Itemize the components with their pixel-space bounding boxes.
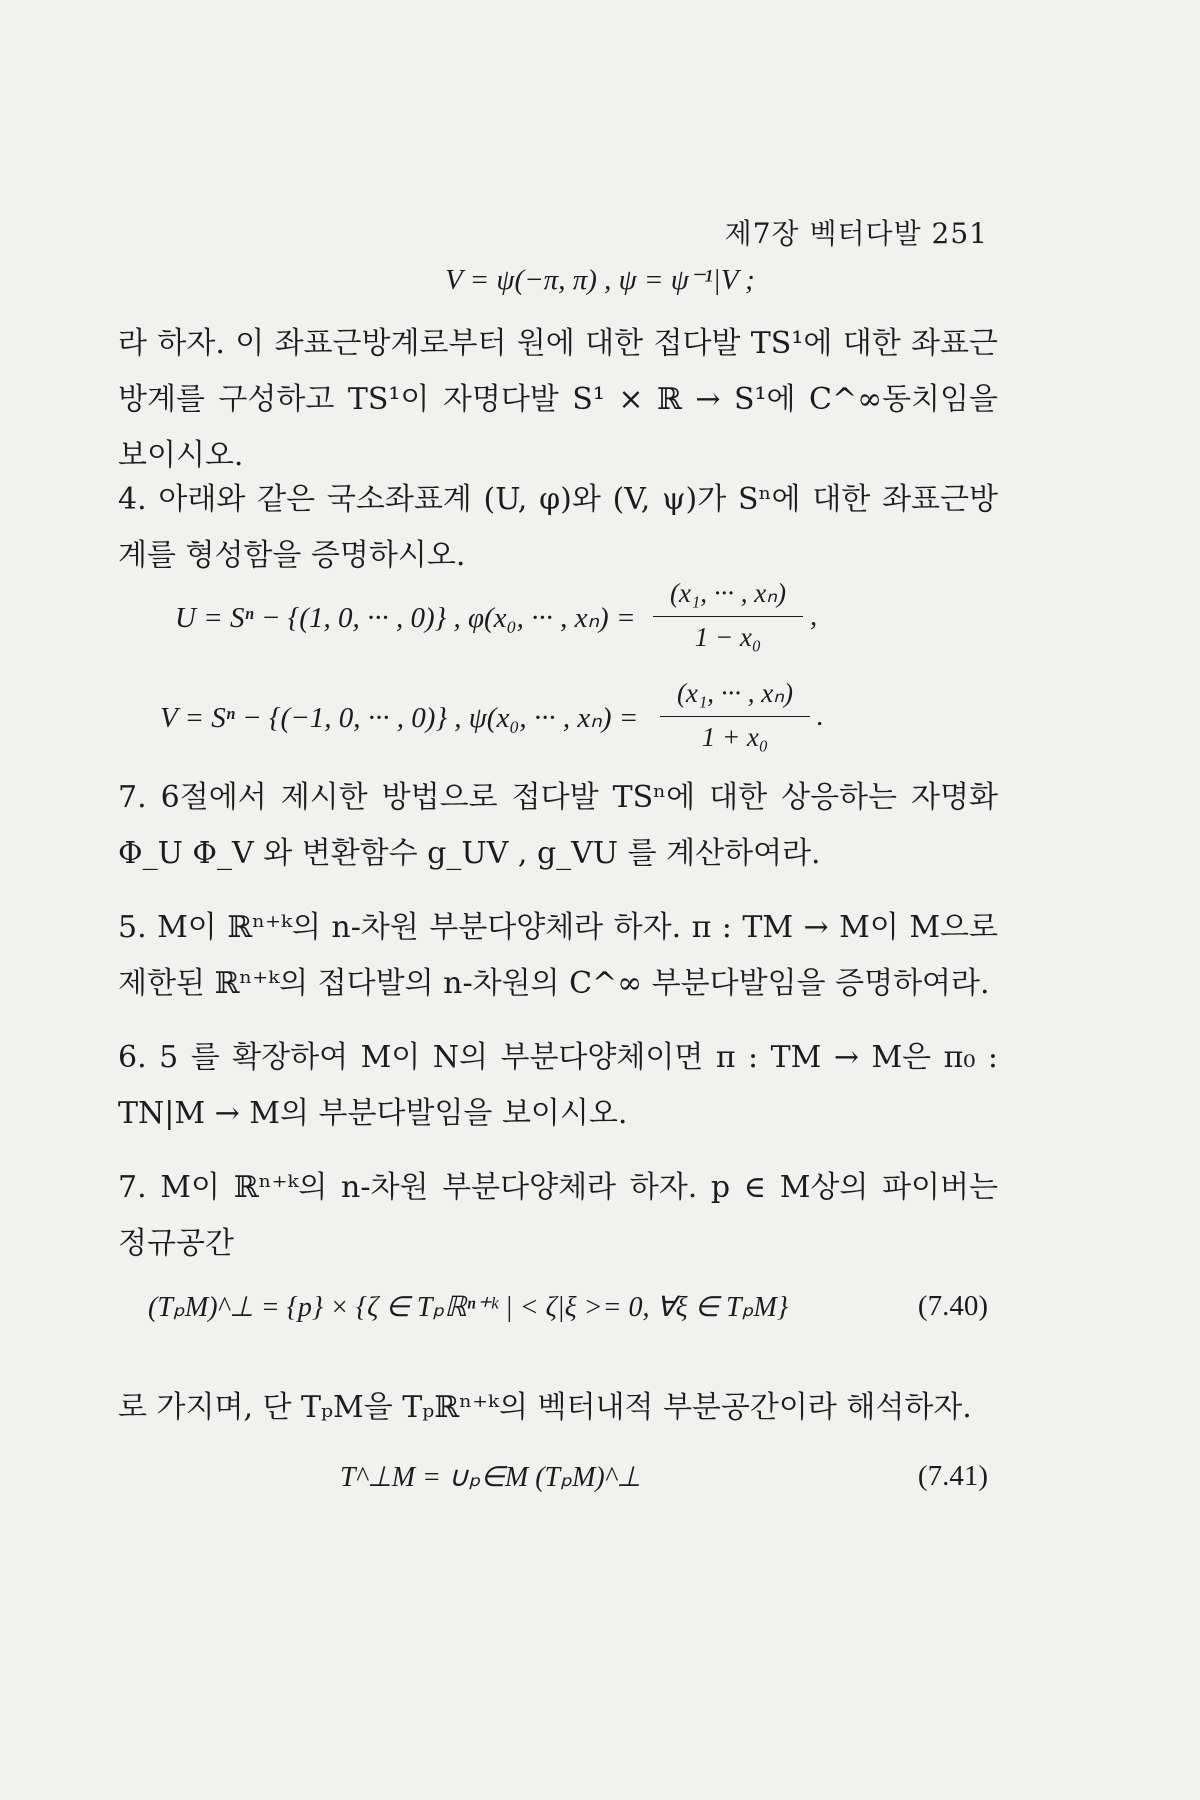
problem-5-text: 5. M이 ℝⁿ⁺ᵏ의 n-차원 부분다양체라 하자. π : TM → M이 M으로 제한된 ℝⁿ⁺ᵏ의 접다발의 n-차원의 C^∞ 부분다발임을 증명하여라.	[118, 910, 998, 1001]
problem-4-text: 4. 아래와 같은 국소좌표계 (U, φ)와 (V, ψ)가 Sⁿ에 대한 좌표근방계를 형성함을 증명하시오.	[118, 482, 998, 573]
eq1-fraction-bar	[653, 616, 803, 617]
eq741-number: (7.41)	[917, 1460, 988, 1492]
paragraph-intro: 라 하자. 이 좌표근방계로부터 원에 대한 접다발 TS¹에 대한 좌표근방계를 구성하고 TS¹이 자명다발 S¹ × ℝ → S¹에 C^∞동치임을 보이시오.	[118, 326, 998, 473]
eq1-denominator: 1 − x₀	[694, 622, 762, 652]
eq2-denominator: 1 + x₀	[701, 722, 769, 752]
equation-top: V = ψ(−π, π) , ψ = ψ⁻¹|V ;	[445, 264, 755, 296]
eq1-left: U = Sⁿ − {(1, 0, ··· , 0)} , φ(x₀, ··· , xₙ) =	[175, 602, 636, 634]
problem-7b-text: 7. M이 ℝⁿ⁺ᵏ의 n-차원 부분다양체라 하자. p ∈ M상의 파이버는 정규공간	[118, 1170, 998, 1261]
running-header: 제7장 벡터다발 251	[724, 217, 988, 250]
eq740-number: (7.40)	[917, 1290, 988, 1322]
problem-6-text: 6. 5 를 확장하여 M이 N의 부분다양체이면 π : TM → M은 π₀ : TN|M → M의 부분다발임을 보이시오.	[118, 1040, 998, 1131]
problem-7a-text: 7. 6절에서 제시한 방법으로 접다발 TSⁿ에 대한 상응하는 자명화 Φ_U Φ_V 와 변환함수 g_UV , g_VU 를 계산하여라.	[118, 780, 998, 871]
eq1-numerator: (x₁, ··· , xₙ)	[669, 578, 787, 608]
eq1-comma: ,	[810, 600, 818, 632]
eq741-body: T^⊥M = ∪ₚ∈M (TₚM)^⊥	[340, 1462, 641, 1493]
eq740-body: (TₚM)^⊥ = {p} × {ζ ∈ Tₚℝⁿ⁺ᵏ | < ζ|ξ >= 0, ∀ξ ∈ TₚM}	[148, 1292, 789, 1323]
eq2-fraction-bar	[660, 716, 810, 717]
paragraph-after-740: 로 가지며, 단 TₚM을 Tₚℝⁿ⁺ᵏ의 벡터내적 부분공간이라 해석하자.	[118, 1390, 972, 1425]
eq2-left: V = Sⁿ − {(−1, 0, ··· , 0)} , ψ(x₀, ··· , xₙ) =	[160, 702, 639, 734]
eq2-numerator: (x₁, ··· , xₙ)	[676, 678, 794, 708]
eq2-period: .	[816, 700, 824, 732]
